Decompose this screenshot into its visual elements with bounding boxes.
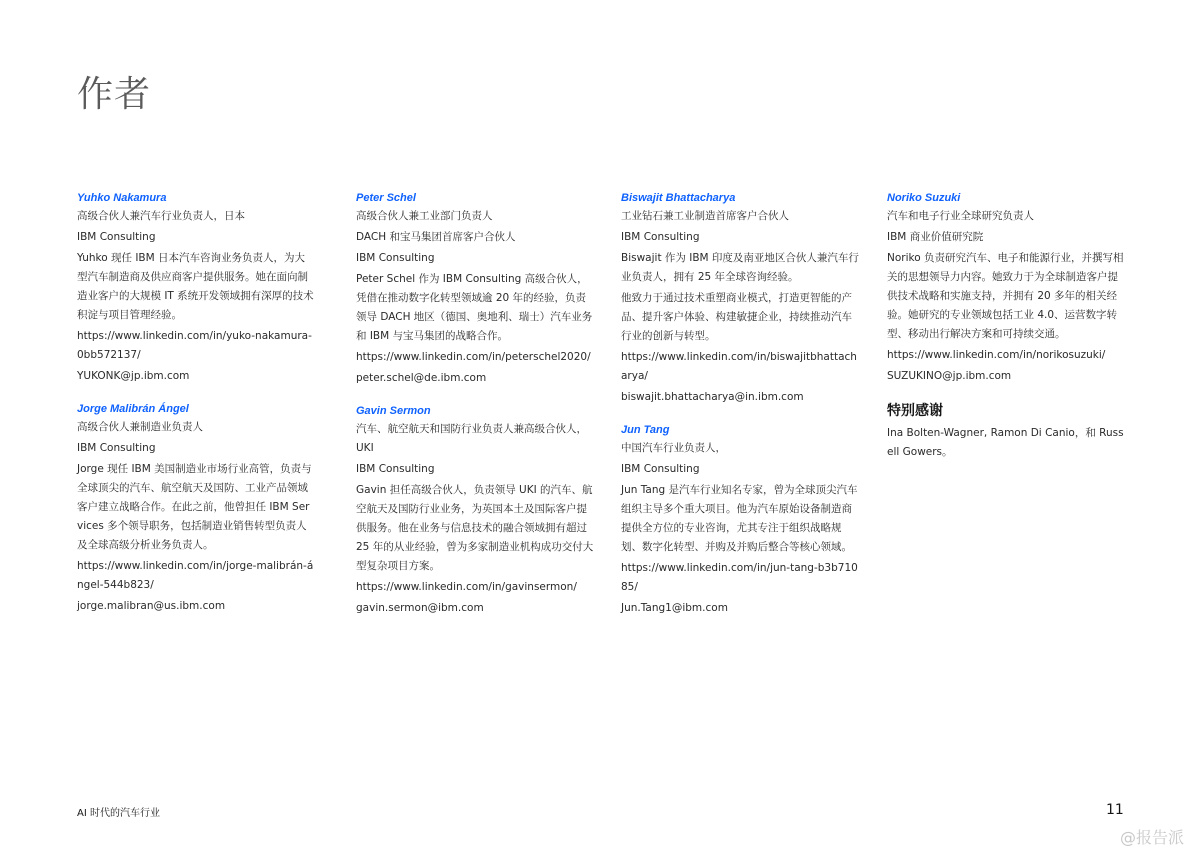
author-bio: Noriko 负责研究汽车、电子和能源行业，并撰写相关的思想领导力内容。她致力于为全球制造客户提供技术战略和实施支持，并拥有 20 多年的相关经验。她研究的专业领域包括工业 4.0、运营数字转型、移动出行解决方案和可持续交通。 — [887, 252, 1124, 340]
author-email-link[interactable]: biswajit.bhattacharya@in.ibm.com — [621, 391, 804, 403]
author-email-link[interactable]: Jun.Tang1@ibm.com — [621, 602, 728, 614]
author-card — [77, 191, 315, 386]
author-email-link[interactable]: SUZUKINO@jp.ibm.com — [887, 370, 1012, 382]
author-linkedin-link[interactable]: https://www.linkedin.com/in/jorge-malibrán-ángel-544b823/ — [77, 560, 314, 591]
author-role: 中国汽车行业负责人， — [621, 442, 726, 454]
author-card — [887, 191, 1125, 386]
author-org: IBM Consulting — [77, 231, 156, 243]
author-bio: Jun Tang 是汽车行业知名专家，曾为全球顶尖汽车组织主导多个重大项目。他为汽车原始设备制造商提供全方位的专业咨询，尤其专注于组织战略规划、数字化转型、并购及并购后整合等核心领域。 — [621, 484, 858, 553]
author-bio: Peter Schel 作为 IBM Consulting 高级合伙人，凭借在推动数字化转型领域逾 20 年的经验，负责领导 DACH 地区（德国、奥地利、瑞士）汽车业务和 IBM 与宝马集团的战略合作。 — [356, 273, 593, 342]
author-role: 高级合伙人兼汽车行业负责人，日本 — [77, 210, 245, 222]
author-column-4 — [887, 191, 1125, 464]
author-bio: Gavin 担任高级合伙人，负责领导 UKI 的汽车、航空航天及国防行业业务，为英国本土及国际客户提供服务。他在业务与信息技术的融合领域拥有超过 25 年的从业经验，曾为多家制造业机构成功交付大型复杂项目方案。 — [356, 484, 594, 572]
author-linkedin-link[interactable]: https://www.linkedin.com/in/peterschel2020/ — [356, 351, 591, 363]
author-email-link[interactable]: gavin.sermon@ibm.com — [356, 602, 484, 614]
author-org: IBM 商业价值研究院 — [887, 231, 984, 243]
author-email-link[interactable]: jorge.malibran@us.ibm.com — [77, 600, 226, 612]
author-column-2 — [356, 191, 594, 634]
author-linkedin-link[interactable]: https://www.linkedin.com/in/jun-tang-b3b71085/ — [621, 562, 858, 593]
author-org: IBM Consulting — [356, 252, 435, 264]
special-thanks-title: 特别感谢 — [887, 403, 943, 419]
author-bio: Biswajit 作为 IBM 印度及南亚地区合伙人兼汽车行业负责人，拥有 25 年全球咨询经验。 — [621, 252, 859, 283]
author-column-1 — [77, 191, 315, 632]
author-linkedin-link[interactable]: https://www.linkedin.com/in/norikosuzuki/ — [887, 349, 1106, 361]
page-number: 11 — [1106, 802, 1124, 818]
author-name: Peter Schel — [356, 192, 416, 204]
author-linkedin-link[interactable]: https://www.linkedin.com/in/yuko-nakamura-0bb572137/ — [77, 330, 312, 361]
author-email-link[interactable]: peter.schel@de.ibm.com — [356, 372, 487, 384]
author-role: 汽车、航空航天和国防行业负责人兼高级合伙人，UKI — [356, 423, 587, 454]
author-linkedin-link[interactable]: https://www.linkedin.com/in/gavinsermon/ — [356, 581, 577, 593]
footer-doc-title: AI 时代的汽车行业 — [77, 808, 160, 819]
author-card — [77, 402, 315, 616]
author-card — [356, 191, 594, 388]
author-name: Noriko Suzuki — [887, 192, 961, 204]
author-org: IBM Consulting — [621, 231, 700, 243]
author-card — [621, 191, 859, 407]
author-column-3 — [621, 191, 859, 634]
author-bio-secondary: 他致力于通过技术重塑商业模式，打造更智能的产品、提升客户体验、构建敏捷企业，持续推动汽车行业的创新与转型。 — [621, 292, 852, 342]
author-card — [621, 423, 859, 618]
author-role: 工业钻石兼工业制造首席客户合伙人 — [621, 210, 789, 222]
author-org: IBM Consulting — [77, 442, 156, 454]
author-role-secondary: DACH 和宝马集团首席客户合伙人 — [356, 231, 516, 243]
special-thanks-text: Ina Bolten-Wagner, Ramon Di Canio，和 Russell Gowers。 — [887, 427, 1124, 458]
author-name: Yuhko Nakamura — [77, 192, 167, 204]
author-bio: Yuhko 现任 IBM 日本汽车咨询业务负责人，为大型汽车制造商及供应商客户提供服务。她在面向制造业客户的大规模 IT 系统开发领域拥有深厚的技术积淀与项目管理经验。 — [77, 252, 314, 321]
author-name: Gavin Sermon — [356, 405, 431, 417]
watermark-text: @报告派 — [1120, 828, 1185, 847]
author-name: Jorge Malibrán Ángel — [77, 403, 189, 415]
author-role: 高级合伙人兼制造业负责人 — [77, 421, 203, 433]
author-role: 汽车和电子行业全球研究负责人 — [887, 210, 1034, 222]
page-title: 作者 — [77, 74, 152, 115]
author-email-link[interactable]: YUKONK@jp.ibm.com — [77, 370, 190, 382]
author-org: IBM Consulting — [621, 463, 700, 475]
author-name: Jun Tang — [621, 424, 670, 436]
author-bio: Jorge 现任 IBM 美国制造业市场行业高管，负责与全球顶尖的汽车、航空航天及国防、工业产品领域客户建立战略合作。在此之前，他曾担任 IBM Services 多个领导职务，包括制造业销售转型负责人及全球高级分析业务负责人。 — [77, 463, 312, 551]
author-org: IBM Consulting — [356, 463, 435, 475]
author-role: 高级合伙人兼工业部门负责人 — [356, 210, 493, 222]
author-linkedin-link[interactable]: https://www.linkedin.com/in/biswajitbhattacharya/ — [621, 351, 857, 382]
author-card — [356, 404, 594, 618]
author-name: Biswajit Bhattacharya — [621, 192, 736, 204]
special-thanks — [887, 402, 1125, 462]
